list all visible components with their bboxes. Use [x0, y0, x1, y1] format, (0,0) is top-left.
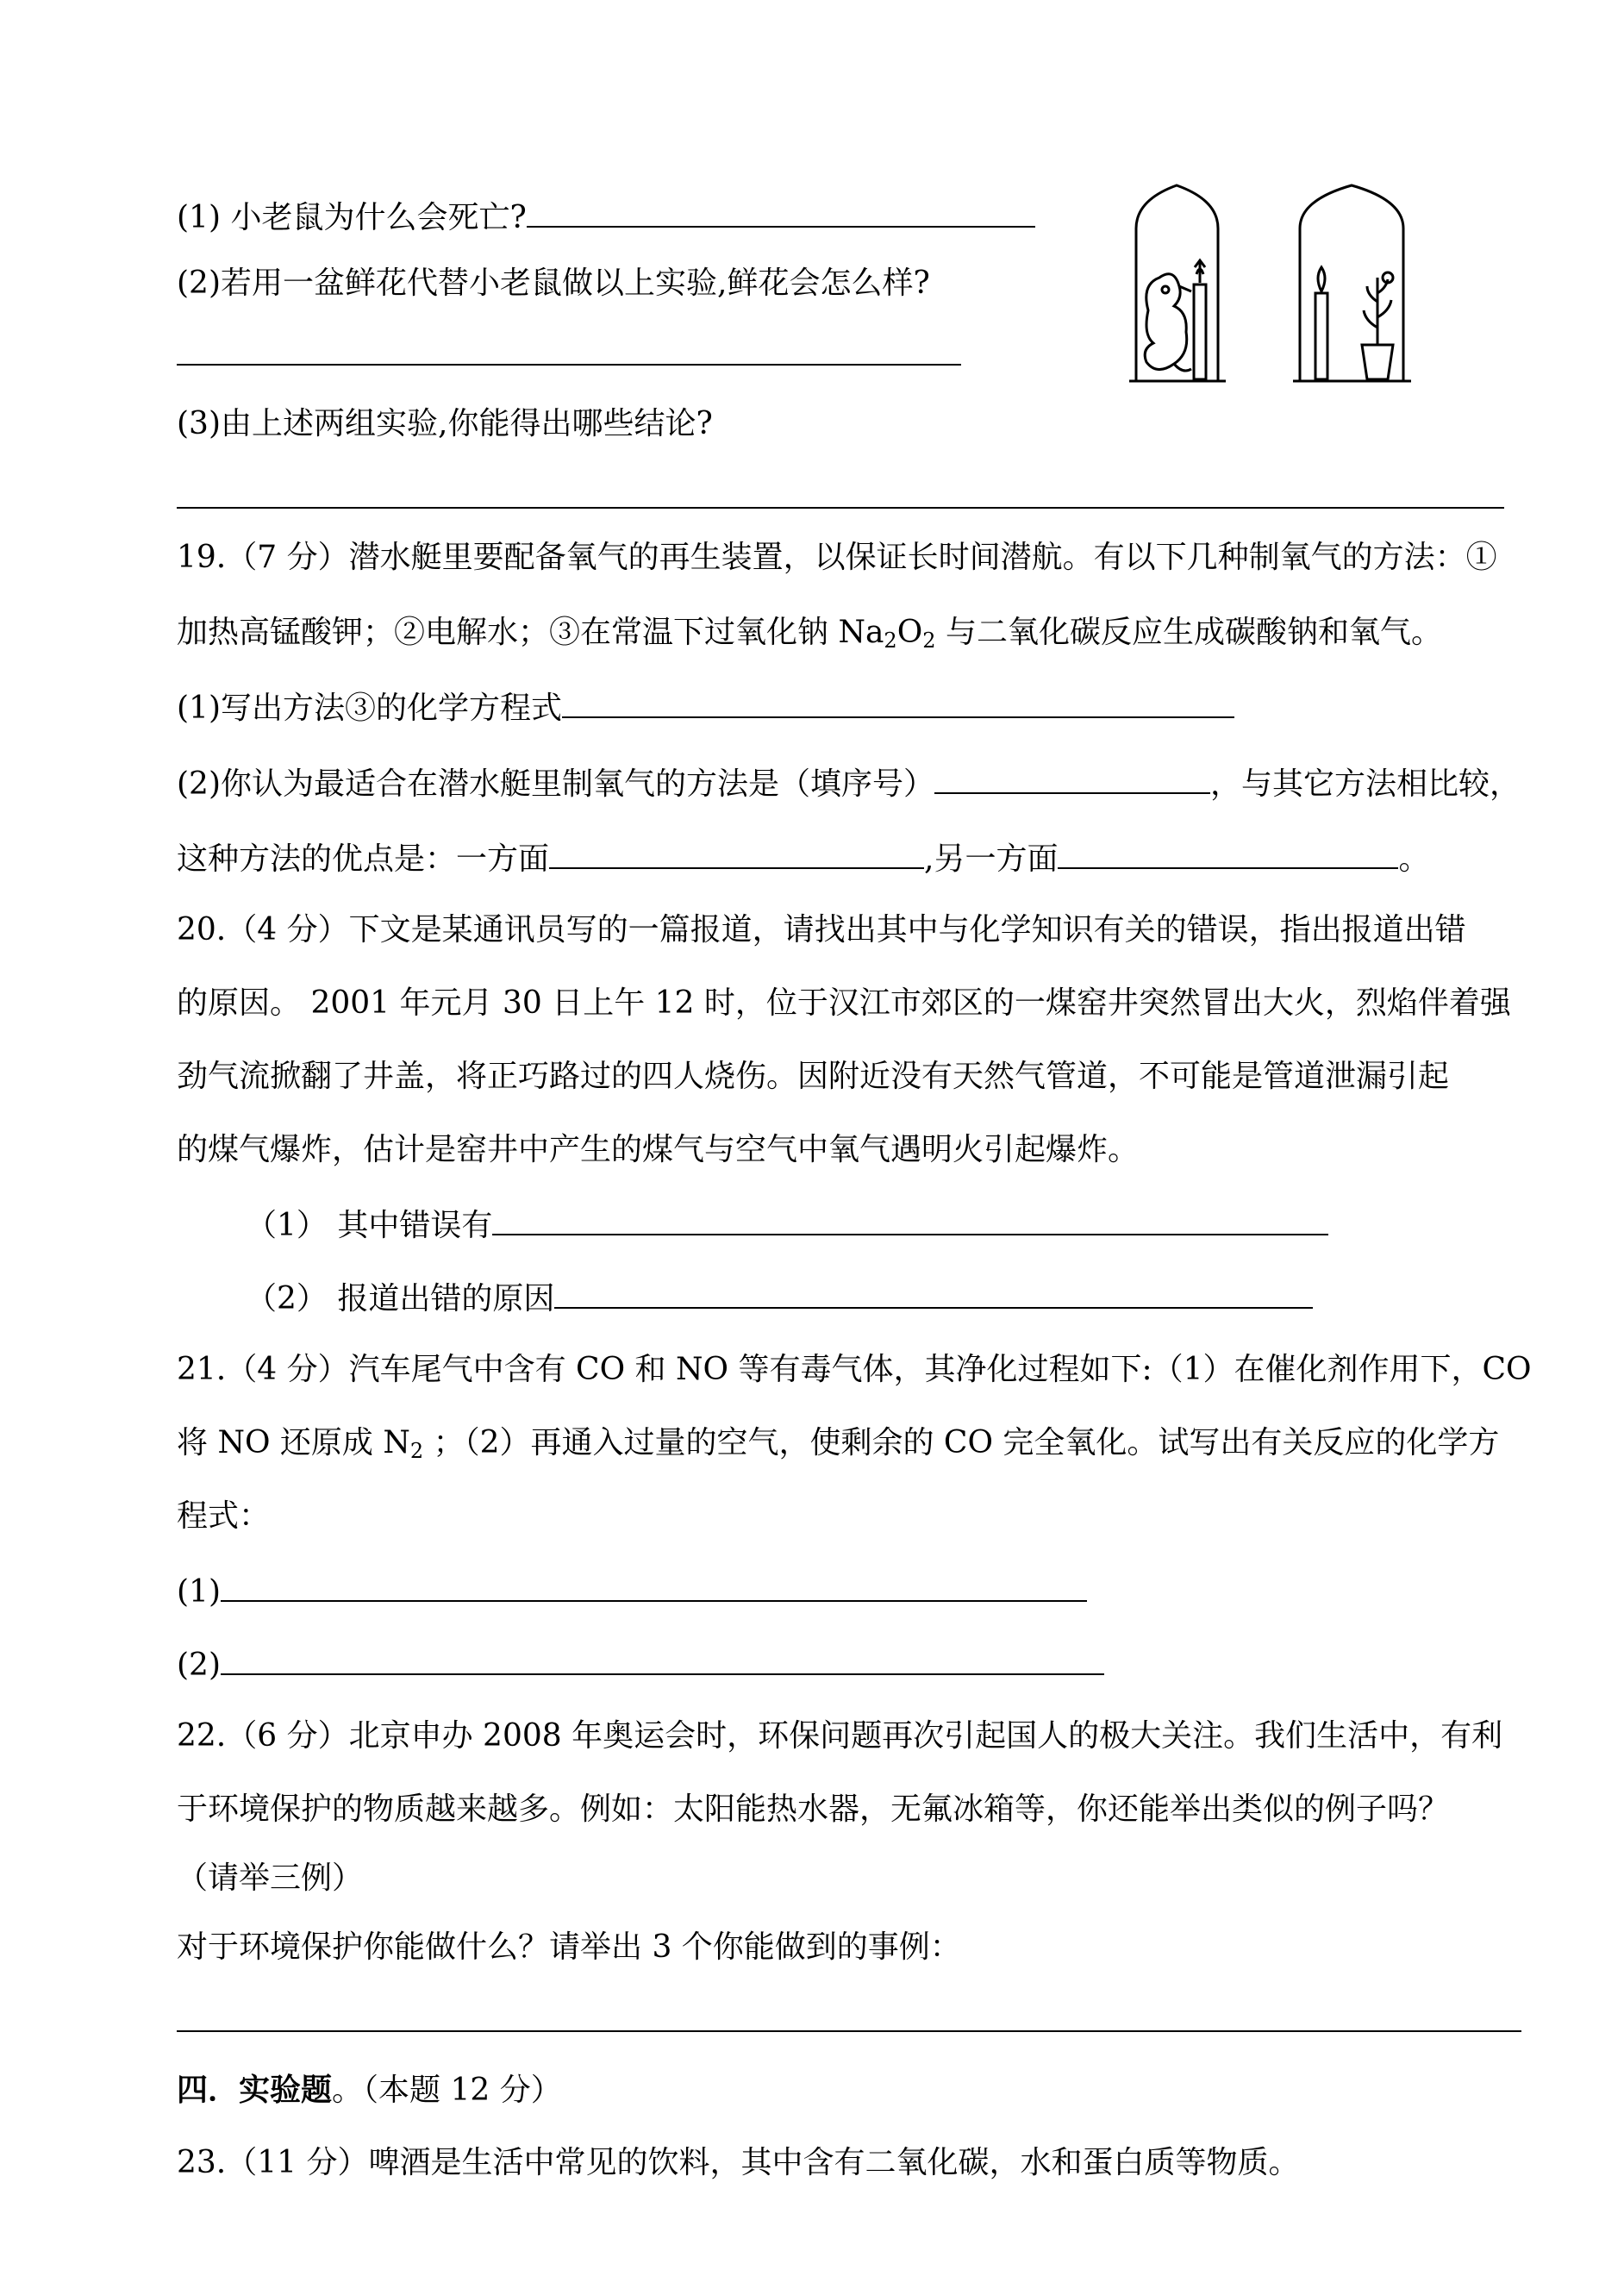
q23-line1 — [177, 2142, 1300, 2184]
q20-reason-blank[interactable] — [554, 1276, 1313, 1309]
section-4-note: 。（本题 12 分） — [332, 2073, 562, 2108]
q19-part3-text-c: 。 — [1398, 841, 1430, 877]
section-4-heading — [177, 2069, 562, 2111]
bell-jar-mouse-candle — [1129, 185, 1226, 381]
q19-stem-1: 19.（7 分）潜水艇里要配备氧气的再生装置，以保证长时间潜航。有以下几种制氧气的方法：① — [177, 540, 1497, 575]
q20-part1-text: （1） 其中错误有 — [246, 1208, 493, 1243]
q18-part1 — [177, 195, 1035, 239]
q19-line2 — [177, 612, 1442, 653]
q19-advantage-2-blank[interactable] — [1058, 836, 1398, 869]
q21-stem-2b: ；（2）再通入过量的空气，使剩余的 CO 完全氧化。试写出有关反应的化学方 — [423, 1425, 1500, 1460]
q21-equation-1-blank[interactable] — [221, 1569, 1087, 1602]
q19-answer-1-blank[interactable] — [562, 685, 1234, 718]
q20-stem-2: 的原因。 2001 年元月 30 日上午 12 时，位于汉江市郊区的一煤窑井突然冒出大火，烈焰伴着强 — [177, 985, 1511, 1021]
q20-part2-text: （2） 报道出错的原因 — [246, 1281, 555, 1316]
q19-part1 — [177, 685, 1234, 729]
bell-jar-figure — [1129, 181, 1422, 388]
q21-line2 — [177, 1423, 1499, 1464]
q19-part3-text-a: 这种方法的优点是：一方面 — [177, 841, 550, 877]
q19-part2 — [177, 761, 1521, 805]
q22-stem-2: 于环境保护的物质越来越多。例如：太阳能热水器，无氟冰箱等，你还能举出类似的例子吗？ — [177, 1792, 1450, 1827]
q20-part2 — [246, 1276, 1313, 1320]
q19-sub-a: 2 — [884, 628, 897, 653]
q21-answer1-label: (1) — [177, 1574, 221, 1610]
q22-line3 — [177, 1858, 363, 1899]
q21-sub: 2 — [409, 1439, 424, 1463]
q22-stem-3: （请举三例） — [177, 1860, 364, 1896]
q19-advantage-1-blank[interactable] — [549, 836, 924, 869]
q19-part3-text-b: ,另一方面 — [924, 841, 1059, 877]
q19-sub-b: 2 — [922, 628, 936, 653]
q19-stem-2b: 与二氧化碳反应生成碳酸钠和氧气。 — [935, 615, 1442, 650]
q18-part2-text: (2)若用一盆鲜花代替小老鼠做以上实验,鲜花会怎么样? — [177, 266, 930, 301]
q19-part2-text-a: (2)你认为最适合在潜水艇里制氧气的方法是（填序号） — [177, 766, 934, 802]
q20-line4 — [177, 1129, 1139, 1171]
q20-stem-4: 的煤气爆炸，估计是窑井中产生的煤气与空气中氧气遇明火引起爆炸。 — [177, 1132, 1140, 1167]
q22-answer-line[interactable] — [177, 2030, 1521, 2032]
q21-answer2 — [177, 1642, 1104, 1686]
q18-answer-1-blank[interactable] — [527, 195, 1035, 228]
q22-line2 — [177, 1789, 1449, 1830]
q19-part2-text-b: ，与其它方法相比较， — [1210, 766, 1521, 802]
q21-stem-1: 21.（4 分）汽车尾气中含有 CO 和 NO 等有毒气体，其净化过程如下:（1）在催化剂作用下，CO — [177, 1352, 1532, 1387]
q18-part1-text: (1) 小老鼠为什么会死亡? — [177, 200, 527, 235]
q22-line1 — [177, 1716, 1502, 1757]
q23-stem-1: 23.（11 分）啤酒是生活中常见的饮料，其中含有二氧化碳，水和蛋白质等物质。 — [177, 2145, 1300, 2180]
q21-stem-2a: 将 NO 还原成 N — [177, 1425, 410, 1460]
q21-answer2-label: (2) — [177, 1648, 221, 1683]
q21-equation-2-blank[interactable] — [221, 1642, 1104, 1675]
q19-part3 — [177, 836, 1429, 880]
q19-part1-text: (1)写出方法③的化学方程式 — [177, 691, 562, 726]
q18-part3-text: (3)由上述两组实验,你能得出哪些结论? — [177, 406, 713, 441]
q18-part3 — [177, 403, 713, 445]
q20-line2 — [177, 983, 1511, 1024]
q19-stem-2a: 加热高锰酸钾；②电解水；③在常温下过氧化钠 Na — [177, 615, 884, 650]
section-4-title: 四．实验题 — [177, 2072, 333, 2108]
q20-line3 — [177, 1056, 1449, 1097]
q20-line1 — [177, 910, 1466, 951]
q21-line3 — [177, 1496, 270, 1537]
q21-stem-3: 程式： — [177, 1498, 271, 1534]
q20-errors-blank[interactable] — [492, 1203, 1328, 1235]
q21-answer1 — [177, 1569, 1087, 1613]
q18-answer-2-line[interactable] — [177, 364, 961, 366]
q20-stem-3: 劲气流掀翻了井盖，将正巧路过的四人烧伤。因附近没有天然气管道，不可能是管道泄漏引起 — [177, 1059, 1450, 1094]
q18-answer-3-line[interactable] — [177, 507, 1504, 509]
q22-stem-4: 对于环境保护你能做什么？请举出 3 个你能做到的事例： — [177, 1929, 961, 1965]
q20-stem-1: 20.（4 分）下文是某通讯员写的一篇报道，请找出其中与化学知识有关的错误，指出报道出错 — [177, 912, 1466, 947]
q19-o: O — [896, 615, 923, 650]
bell-jar-plant-candle — [1293, 185, 1411, 381]
q22-stem-1: 22.（6 分）北京申办 2008 年奥运会时，环保问题再次引起国人的极大关注。我们生活中，有利 — [177, 1718, 1503, 1754]
q20-part1 — [246, 1203, 1328, 1247]
q21-line1 — [177, 1349, 1532, 1391]
q22-line4 — [177, 1927, 961, 1968]
q19-line1 — [177, 537, 1497, 578]
q18-part2 — [177, 263, 930, 304]
q19-answer-2-blank[interactable] — [934, 761, 1210, 794]
